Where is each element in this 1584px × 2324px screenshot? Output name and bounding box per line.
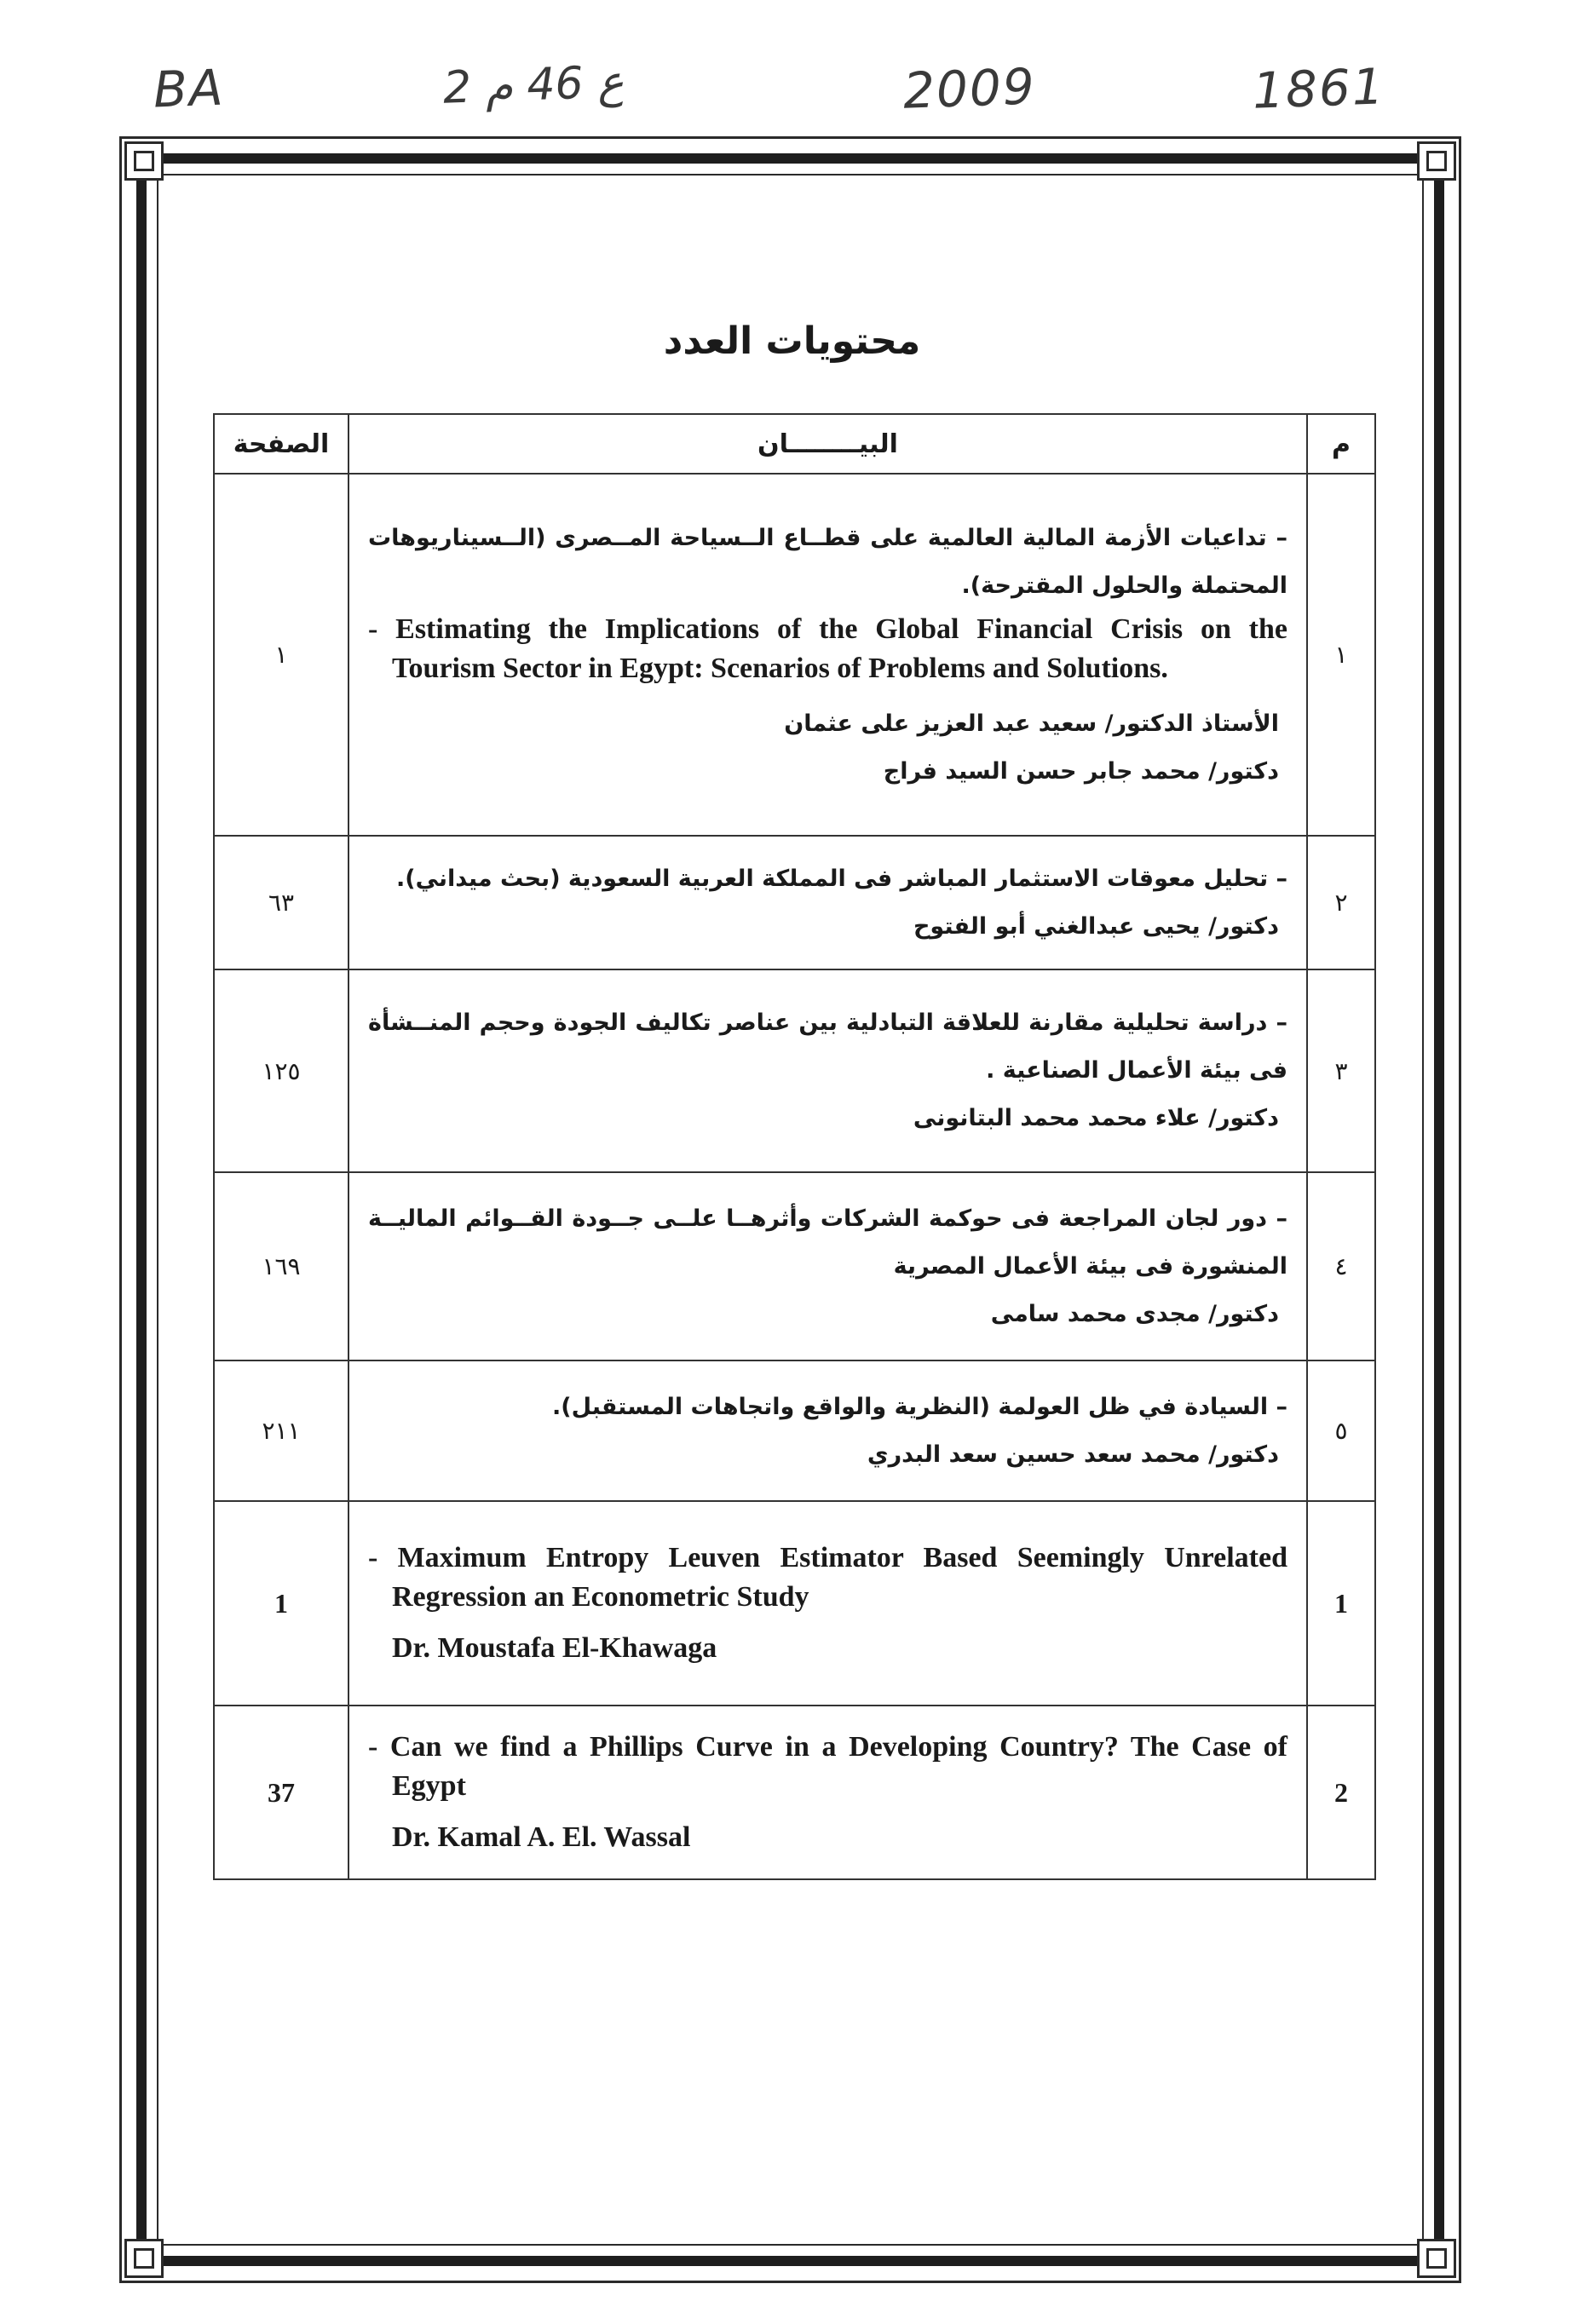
table-row — [214, 969, 1375, 1172]
row-content — [348, 836, 1307, 969]
article-title-ar: – السيادة في ظل العولمة (النظرية والواقع واتجاهات المستقبل). — [552, 1393, 1287, 1420]
article-author-en: Dr. Moustafa El-Khawaga — [392, 1632, 717, 1664]
row-number: ٢ — [1307, 836, 1375, 969]
header-statement: البيــــــــان — [348, 414, 1307, 474]
header-number: م — [1307, 414, 1375, 474]
row-page: ٢١١ — [214, 1360, 348, 1501]
table-header-row — [214, 414, 1375, 474]
header-page: الصفحة — [214, 414, 348, 474]
row-number: ٤ — [1307, 1172, 1375, 1360]
row-number: 2 — [1307, 1706, 1375, 1879]
table-row — [214, 836, 1375, 969]
contents-table — [213, 413, 1376, 1880]
article-title-en: - Estimating the Implications of the Global Financial Crisis on the Tourism Sector in Egypt: Scenarios of Problems and Solutions. — [368, 613, 1287, 684]
handwritten-year: 2009 — [901, 57, 1037, 120]
row-content — [348, 1172, 1307, 1360]
article-author-en: Dr. Kamal A. El. Wassal — [392, 1821, 691, 1853]
handwritten-code: BA — [152, 58, 226, 119]
article-author: دكتور/ علاء محمد محمد البتانونى — [913, 1105, 1279, 1131]
article-title-en: - Can we find a Phillips Curve in a Developing Country? The Case of Egypt — [368, 1731, 1287, 1802]
article-title-ar: – دور لجان المراجعة فى حوكمة الشركات وأثرهــا علــى جــودة القــوائم الماليــة المنشورة فى بيئة الأعمال المصرية — [368, 1205, 1287, 1280]
row-content — [348, 1501, 1307, 1706]
row-content — [348, 969, 1307, 1172]
frame-corner-ornament — [1417, 141, 1456, 181]
row-page: 1 — [214, 1501, 348, 1706]
handwritten-issue: 2 ع 46 م — [442, 56, 625, 114]
handwritten-number: 1861 — [1251, 57, 1386, 120]
article-title-ar: – دراسة تحليلية مقارنة للعلاقة التبادلية بين عناصر تكاليف الجودة وحجم المنــشأة فى بيئة الأعمال الصناعية . — [368, 1010, 1287, 1084]
row-page: 37 — [214, 1706, 348, 1879]
row-page: ١٢٥ — [214, 969, 348, 1172]
article-author: دكتور/ محمد جابر حسن السيد فراج — [883, 757, 1279, 785]
table-row — [214, 1501, 1375, 1706]
row-number: ٥ — [1307, 1360, 1375, 1501]
frame-corner-ornament — [1417, 2239, 1456, 2278]
table-row — [214, 1172, 1375, 1360]
article-title-ar: – تحليل معوقات الاستثمار المباشر فى المملكة العربية السعودية (بحث ميداني). — [395, 865, 1287, 892]
table-row — [214, 474, 1375, 836]
row-content — [348, 1706, 1307, 1879]
article-title-ar: – تداعيات الأزمة المالية العالمية على قطــاع الــسياحة المــصرى (الــسيناريوهات المحتملة والحلول المقترحة). — [368, 524, 1287, 599]
page-title: محتويات العدد — [663, 319, 921, 363]
frame-corner-ornament — [124, 2239, 164, 2278]
table-row — [214, 1706, 1375, 1879]
row-content — [348, 1360, 1307, 1501]
row-number: 1 — [1307, 1501, 1375, 1706]
article-author: دكتور/ محمد سعد حسين سعد البدري — [867, 1441, 1279, 1468]
table-row — [214, 1360, 1375, 1501]
row-content — [348, 474, 1307, 836]
row-page: ١ — [214, 474, 348, 836]
article-title-en: - Maximum Entropy Leuven Estimator Based Seemingly Unrelated Regression an Econometric Study — [368, 1542, 1287, 1613]
article-author: دكتور/ مجدى محمد سامى — [990, 1300, 1279, 1327]
row-number: ٣ — [1307, 969, 1375, 1172]
article-author: الأستاذ الدكتور/ سعيد عبد العزيز على عثمان — [784, 710, 1279, 737]
row-page: ٦٣ — [214, 836, 348, 969]
row-number: ١ — [1307, 474, 1375, 836]
row-page: ١٦٩ — [214, 1172, 348, 1360]
article-author: دكتور/ يحيى عبدالغني أبو الفتوح — [913, 912, 1279, 940]
frame-corner-ornament — [124, 141, 164, 181]
